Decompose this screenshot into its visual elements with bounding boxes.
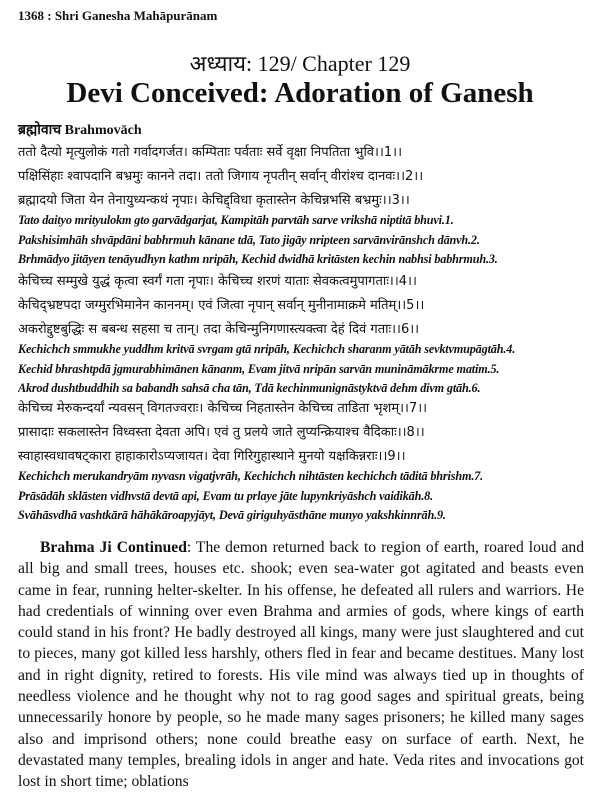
transliteration-line: Prāsādāh sklāsten vidhvstā devtā api, Evam tu prlaye jāte lupynkriyāshch vaidikāh.8. [18,488,433,503]
english-translation [18,537,584,793]
transliteration-verses-1-3 [18,211,584,270]
transliteration-line: Kechichch merukandryām nyvasn vigatjvrāh, Kechichch nihtāsten kechichch tāditā bhrishm.7. [18,469,484,483]
transliteration-line: Kechid bhrashtpdā jgmurabhimānen kānanm, Evam jitvā nripān sarvān munināmākrme matim.5. [18,361,500,376]
prose-lead: Brahma Ji Continued [40,539,187,556]
transliteration-line: Brhmādyo jitāyen tenāyudhyn kathm nripāh, Kechid dwidhā kritāsten kechin nabhsi babhrmuh.3. [18,252,498,266]
chapter-heading: अध्याय: 129/ Chapter 129 [189,51,411,76]
transliteration-verses-4-6 [18,340,584,399]
devanagari-verses-4-6 [18,270,584,342]
chapter-title: Devi Conceived: Adoration of Ganesh [66,77,534,109]
devanagari-verses-1-3 [18,141,584,213]
verse-line: स्वाहास्वधावषट्कारा हाहाकारोऽप्यजायत। देवा गिरिगुहास्थाने मुनयो यक्षकिन्नराः।।9।। [18,449,406,464]
prose-text: : The demon returned back to region of earth, roared loud and all big and small trees, houses etc. shook; even sea-water got agitated and beasts even came in fear, running helter-skelter. In his offense, he defeated all rulers and warriors. He had credentials of winning over even Brahma and armies of gods, where kings of earth could stand in his front? He badly destroyed all kings, many were just slaughtered and cut to pieces, many got killed less harshly, others fled in fear and became destitues. Many lost and in right dignity, retired to forests. His vile mind was always tied up in thoughts of needless violence and he thought why not to rag good sages and spiritual greats, being unnecessarily honore by people, so he made many sages prisoners; he killed many sages also and imprisond others; none could breathe easy on surface of earth. Next, he devastated many temples, brealing idols in anger and hate. Veda rites and invocations got lost in short time; oblations [18,539,584,791]
running-head: 1368 : Shri Ganesha Mahāpurānam [18,8,218,23]
prose-paragraph [18,537,584,793]
transliteration-line: Kechichch smmukhe yuddhm kritvā svrgam gtā nripāh, Kechichch sharanm yātāh sevktvmupāgtāh.4. [18,342,516,356]
verse-line: ततो दैत्यो मृत्युलोकं गतो गर्वादगर्जत। कम्पिताः पर्वताः सर्वे वृक्षा निपतिता भुवि।।1।। [18,145,403,160]
verse-line: केचिच्च सम्मुखे युद्धं कृत्वा स्वर्गं गता नृपाः। केचिच्च शरणं याताः सेवकत्वमुपागताः।।4।। [18,274,417,289]
transliteration-line: Akrod dushtbuddhih sa babandh sahsā cha tān, Tdā kechinmunignāstyktvā dehm divm gtāh.6. [18,381,481,395]
verse-line: पक्षिसिंहाः श्वापदानि बभ्रमुः कानने तदा। ततो जिगाय नृपतीन् सर्वान् वीरांश्च दानवः।।2।। [18,169,424,184]
transliteration-verses-7-9 [18,467,584,526]
transliteration-line: Tato daityo mrityulokm gto garvādgarjat, Kampitāh parvtāh sarve vrikshā niptitā bhuvi.1. [18,213,454,227]
verse-line: प्रासादाः सकलास्तेन विध्वस्ता देवता अपि। एवं तु प्रलये जाते लुप्यन्क्रियाश्च वैदिकाः।।8।। [18,425,425,440]
verse-line: केचिच्च मेरुकन्दर्यां न्यवसन् विगतज्वराः। केचिच्च निहतास्तेन केचिच्च ताडिता भृशम्।।7।। [18,401,428,416]
verse-line: अकरोद्दुष्टबुद्धिः स बबन्ध सहसा च तान्। तदा केचिन्मुनिगणास्त्यक्त्वा देहं दिवं गताः।।6।। [18,322,420,337]
verse-line: ब्रह्मादयो जिता येन तेनायुध्यन्कथं नृपाः। केचिद्द्विधा कृतास्तेन केचिन्नभसि बभ्रमुः।।3।। [18,193,410,208]
verse-line: केचिद्भ्रष्टपदा जग्मुरभिमानेन काननम्। एवं जित्वा नृपान् सर्वान् मुनीनामाक्रमे मतिम्।।5।। [18,298,425,313]
speaker-label: ब्रह्मोवाच Brahmovāch [18,123,142,138]
devanagari-verses-7-9 [18,397,584,469]
transliteration-line: Svāhāsvdhā vashtkārā hāhākāroapyjāyt, Devā giriguhyāsthāne munyo yakshkinnrāh.9. [18,508,446,522]
transliteration-line: Pakshisimhāh shvāpdāni babhrmuh kānane tdā, Tato jigāy nripteen sarvānvirānshch dānvh.2. [18,232,480,247]
